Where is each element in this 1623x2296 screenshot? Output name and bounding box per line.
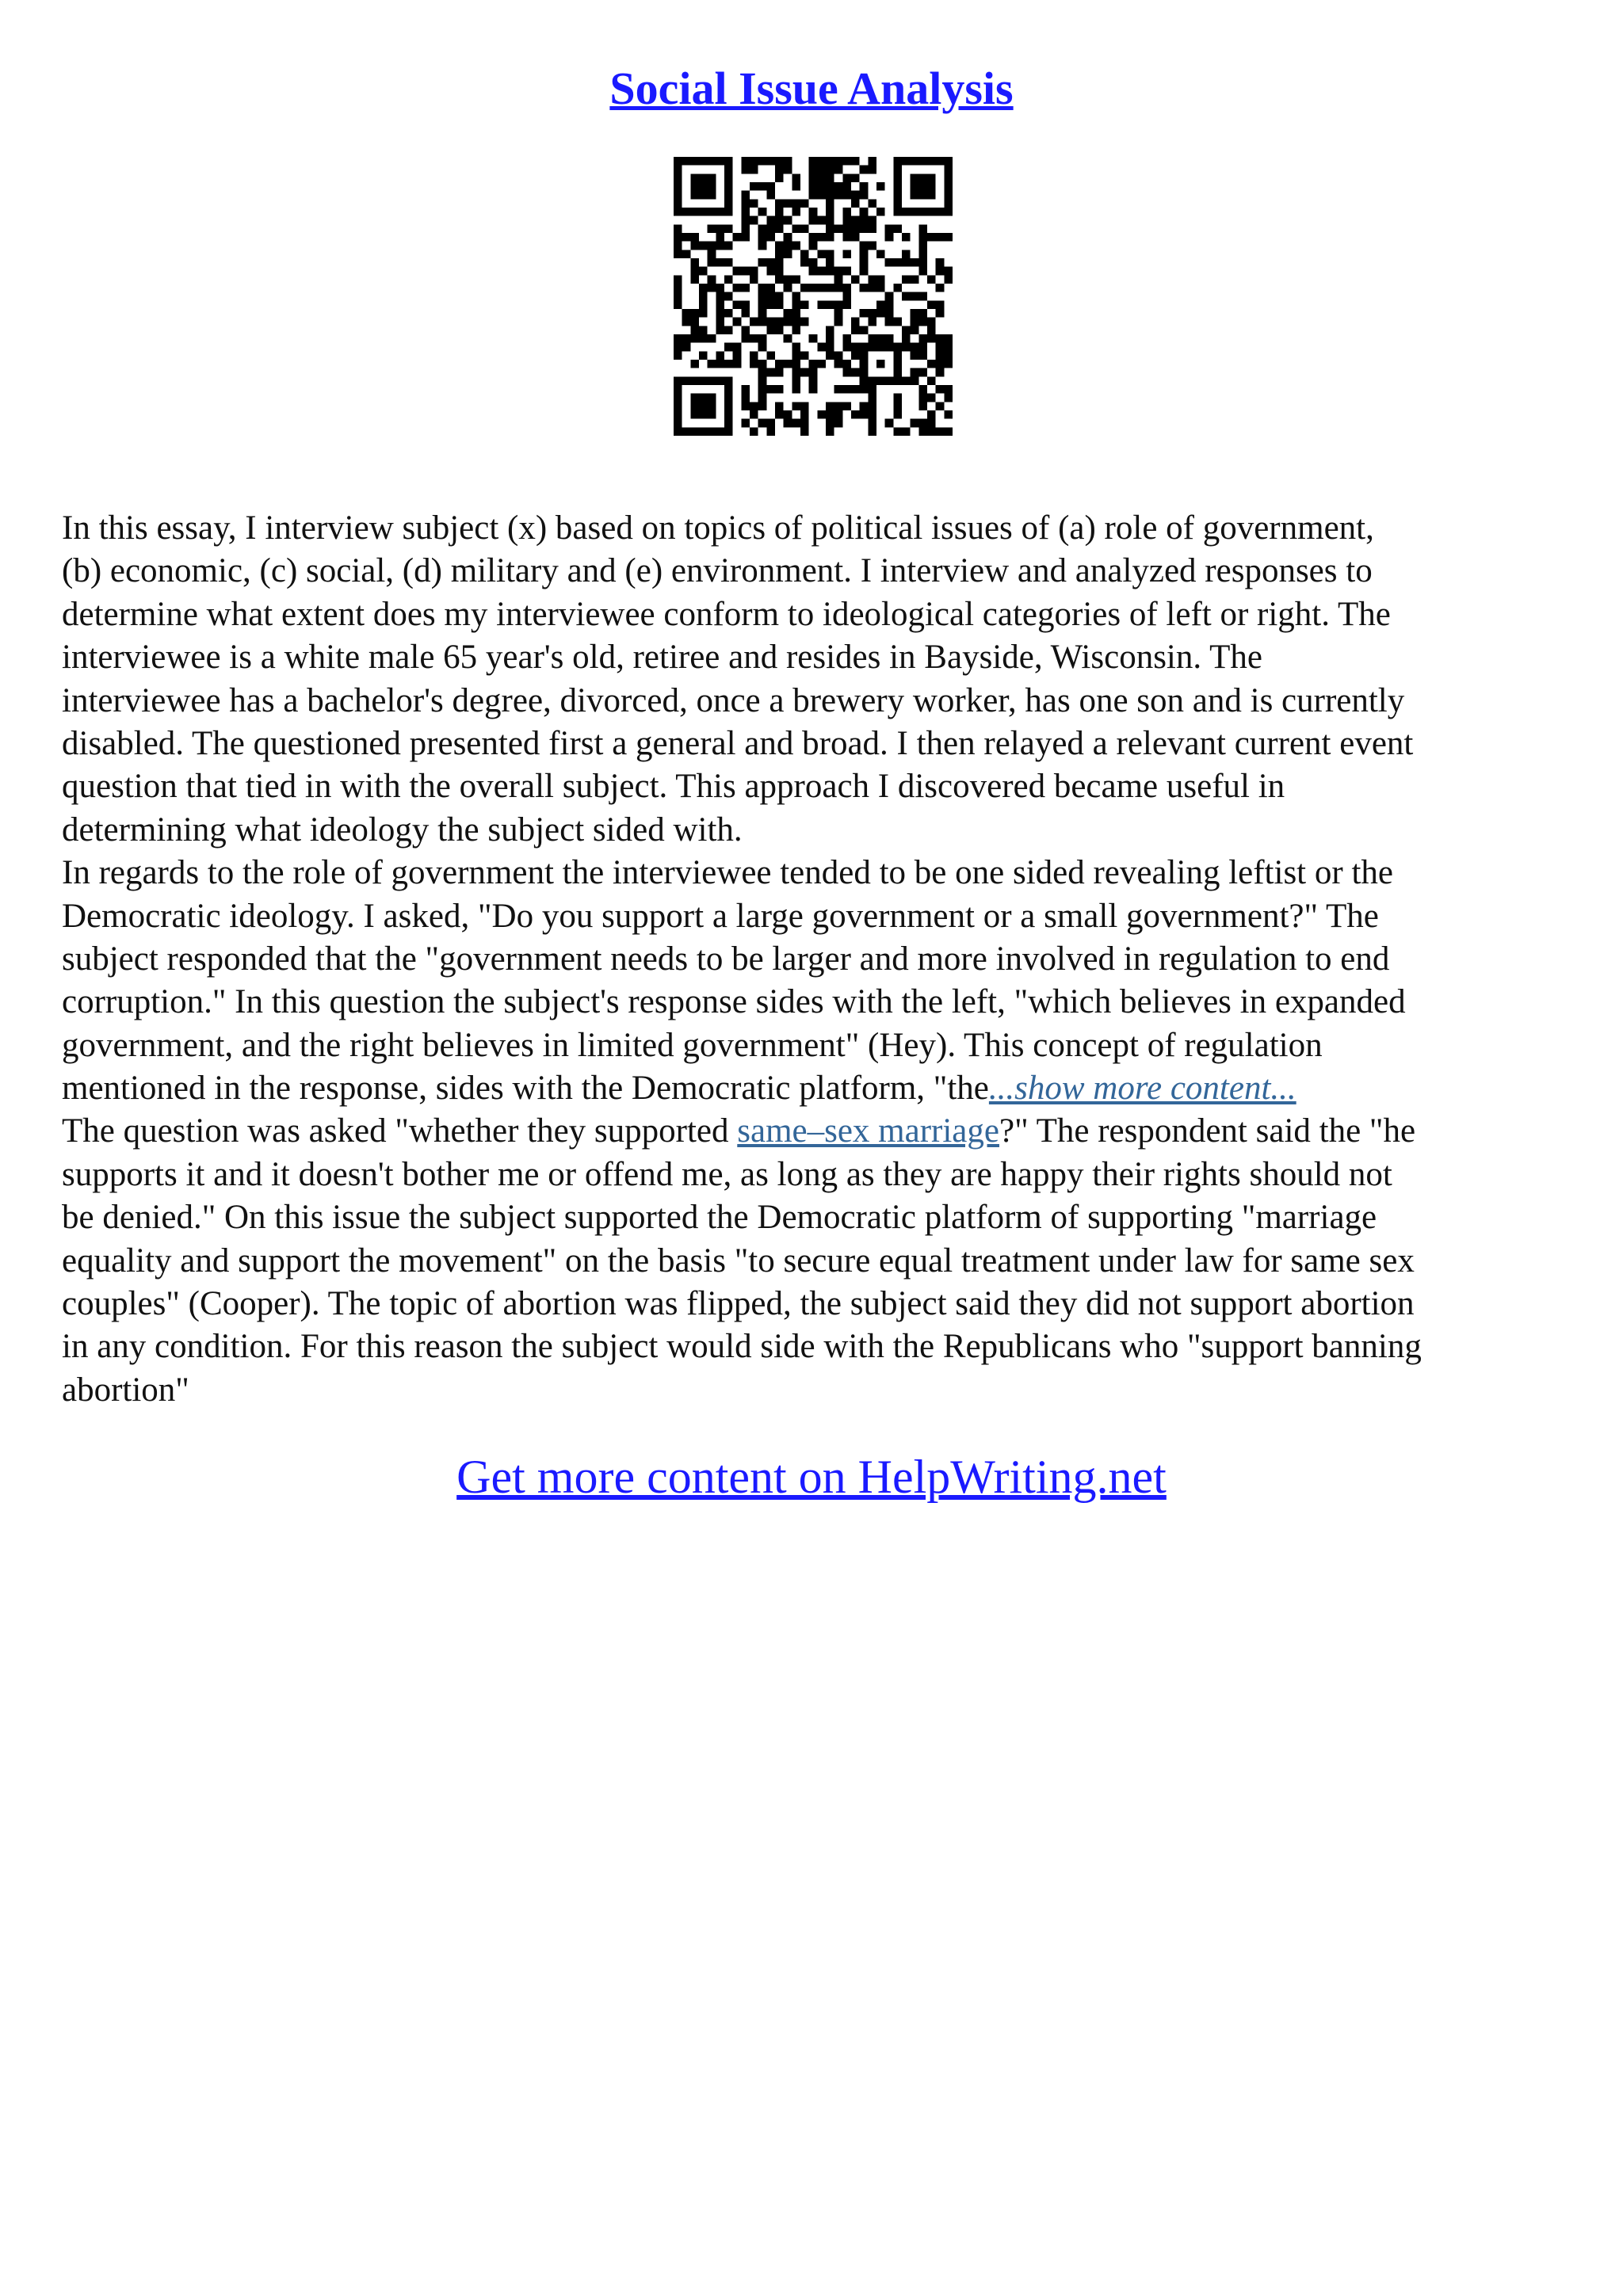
- text-line: In this essay, I interview subject (x) based on topics of political issues of (a) role of government,: [62, 509, 1374, 547]
- text-line: [62, 1067, 1568, 1110]
- text-line: be denied." On this issue the subject supported the Democratic platform of supporting "marriage: [62, 1199, 1377, 1237]
- page-title-link[interactable]: Social Issue Analysis: [609, 63, 1014, 114]
- text-line: equality and support the movement" on the basis "to secure equal treatment under law for same sex: [62, 1241, 1415, 1280]
- essay-body: [62, 507, 1568, 1412]
- text-fragment: ?" The respondent said the "he: [999, 1112, 1416, 1150]
- qr-code-icon: [674, 157, 953, 436]
- text-line: abortion": [62, 1371, 189, 1409]
- text-line: in any condition. For this reason the subject would side with the Republicans who "support banning: [62, 1328, 1422, 1366]
- text-line: determine what extent does my interviewee conform to ideological categories of left or right. The: [62, 595, 1391, 633]
- text-fragment: mentioned in the response, sides with the Democratic platform, "the: [62, 1070, 989, 1108]
- text-line: Democratic ideology. I asked, "Do you support a large government or a small government?" The: [62, 897, 1379, 935]
- same-sex-marriage-link[interactable]: same–sex marriage: [737, 1112, 999, 1150]
- text-line: supports it and it doesn't bother me or offend me, as long as they are happy their rights should not: [62, 1155, 1392, 1193]
- text-line: In regards to the role of government the interviewee tended to be one sided revealing leftist or the: [62, 854, 1393, 892]
- text-line: (b) economic, (c) social, (d) military and (e) environment. I interview and analyzed responses to: [62, 552, 1373, 590]
- text-line: government, and the right believes in limited government" (Hey). This concept of regulation: [62, 1026, 1323, 1064]
- text-line: [62, 1110, 1568, 1153]
- text-line: couples" (Cooper). The topic of abortion was flipped, the subject said they did not support abortion: [62, 1285, 1415, 1323]
- text-line: determining what ideology the subject sided with.: [62, 810, 743, 849]
- text-line: corruption." In this question the subject's response sides with the left, "which believes in expanded: [62, 983, 1406, 1021]
- text-line: question that tied in with the overall subject. This approach I discovered became useful in: [62, 768, 1285, 806]
- text-line: interviewee has a bachelor's degree, divorced, once a brewery worker, has one son and is currently: [62, 681, 1405, 719]
- text-line: subject responded that the "government needs to be larger and more involved in regulation to end: [62, 940, 1390, 978]
- show-more-link[interactable]: ...show more content...: [988, 1070, 1296, 1108]
- text-line: disabled. The questioned presented first a general and broad. I then relayed a relevant current event: [62, 724, 1414, 762]
- text-line: interviewee is a white male 65 year's old, retiree and resides in Bayside, Wisconsin. The: [62, 639, 1262, 677]
- help-writing-link[interactable]: Get more content on HelpWriting.net: [456, 1451, 1167, 1503]
- text-fragment: The question was asked "whether they supported: [62, 1112, 738, 1150]
